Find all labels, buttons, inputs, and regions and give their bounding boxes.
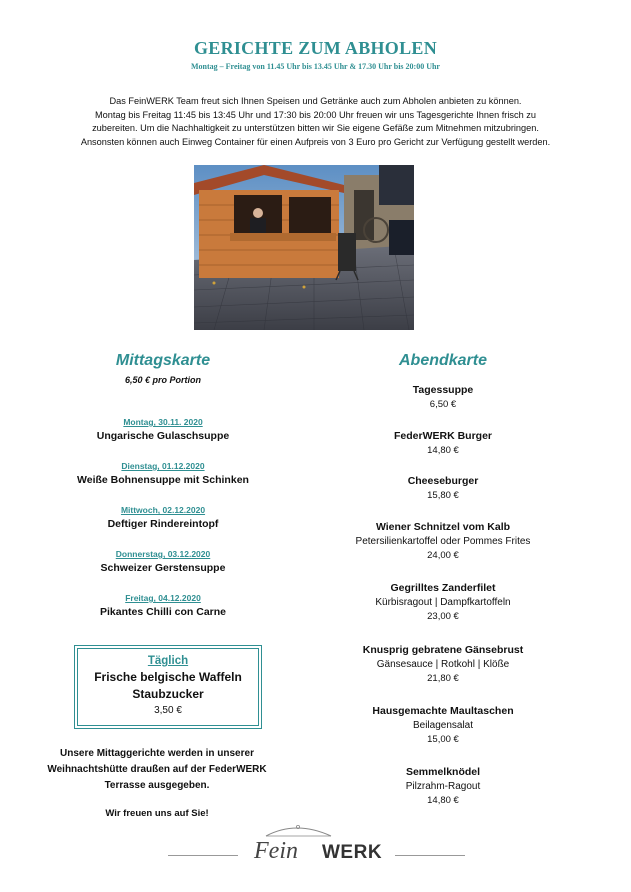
logo-bold-text: WERK — [322, 842, 383, 863]
dinner-item-price: 14,80 € — [427, 795, 459, 806]
dinner-item-price: 23,00 € — [427, 611, 459, 622]
dinner-item-desc: Pilzrahm-Ragout — [405, 781, 481, 792]
dinner-item — [318, 430, 568, 456]
dinner-item — [318, 521, 568, 561]
dinner-item — [318, 644, 568, 684]
footer-divider-right — [395, 855, 465, 856]
lunch-day — [38, 593, 288, 618]
dinner-item — [318, 766, 568, 806]
intro-text — [30, 95, 601, 149]
dinner-item — [318, 384, 568, 410]
lunch-day — [38, 461, 288, 486]
dinner-item — [318, 582, 568, 622]
daily-dish-line: Frische belgische Waffeln — [94, 670, 242, 684]
dinner-item-name: Gegrilltes Zanderfilet — [390, 582, 496, 594]
lunch-day-date: Donnerstag, 03.12.2020 — [115, 549, 211, 559]
dinner-item-name: Semmelknödel — [405, 766, 481, 778]
dinner-item — [318, 475, 568, 501]
footer-divider-left — [168, 855, 238, 856]
daily-special-box — [74, 645, 262, 729]
dinner-item-price: 14,80 € — [427, 445, 459, 456]
lunch-day-date: Dienstag, 01.12.2020 — [121, 461, 205, 471]
logo-script-text: Fein — [254, 838, 298, 864]
dinner-item-price: 24,00 € — [427, 550, 459, 561]
lunch-day-dish: Ungarische Gulaschsuppe — [96, 430, 230, 442]
page-title: GERICHTE ZUM ABHOLEN — [193, 38, 438, 58]
dinner-item-price: 15,00 € — [427, 734, 459, 745]
thanks-text: Wir freuen uns auf Sie! — [105, 808, 209, 819]
dinner-item-desc: Petersilienkartoffel oder Pommes Frites — [355, 536, 531, 547]
lunch-day — [38, 417, 288, 442]
intro-line: Ansonsten können auch Einweg Container für einen Aufpreis von 3 Euro pro Gericht zur Verfügung gestellt werden. — [80, 136, 551, 147]
dinner-item-desc: Beilagensalat — [412, 720, 474, 731]
lunch-day-date: Mittwoch, 02.12.2020 — [120, 505, 206, 515]
lunch-day-dish: Weiße Bohnensuppe mit Schinken — [77, 474, 249, 486]
lunch-day — [38, 505, 288, 530]
dinner-item-price: 15,80 € — [427, 490, 459, 501]
daily-special-inner — [77, 648, 259, 726]
daily-label: Täglich — [147, 655, 189, 667]
dinner-item — [318, 705, 568, 745]
daily-price: 3,50 € — [154, 705, 182, 716]
dinner-item-name: Knusprig gebratene Gänsebrust — [362, 644, 524, 656]
lunch-price-note: 6,50 € pro Portion — [124, 375, 202, 385]
lunch-day-dish: Schweizer Gerstensuppe — [100, 562, 226, 574]
lunch-day-date: Freitag, 04.12.2020 — [125, 593, 201, 603]
daily-dish — [78, 669, 258, 703]
lunch-day-date: Montag, 30.11. 2020 — [123, 417, 203, 427]
feinwerk-logo — [236, 822, 396, 870]
intro-line: zubereiten. Um die Nachhaltigkeit zu unterstützen bitten wir Sie eigene Gefäße zum Mitnehmen mitzubringen. — [92, 123, 539, 133]
dinner-item-name: FederWERK Burger — [393, 430, 492, 442]
dinner-item-desc: Kürbisragout | Dampfkartoffeln — [375, 597, 511, 608]
dinner-heading: Abendkarte — [398, 352, 488, 369]
dinner-item-name: Cheeseburger — [407, 475, 479, 487]
dinner-item-desc: Gänsesauce | Rotkohl | Klöße — [376, 659, 510, 670]
lunch-day-dish: Pikantes Chilli con Carne — [99, 606, 227, 618]
pickup-note-line: Terrasse ausgegeben. — [104, 780, 210, 791]
intro-line: Das FeinWERK Team freut sich Ihnen Speisen und Getränke auch zum Abholen anbieten zu können. — [109, 96, 522, 106]
opening-hours-subtitle: Montag – Freitag von 11.45 Uhr bis 13.45 Uhr & 17.30 Uhr bis 20:00 Uhr — [191, 62, 440, 71]
hut-illustration — [194, 165, 414, 330]
dinner-item-name: Tagessuppe — [412, 384, 474, 396]
christmas-hut-photo — [194, 165, 414, 330]
dinner-item-price: 6,50 € — [429, 399, 457, 410]
dinner-item-name: Wiener Schnitzel vom Kalb — [375, 521, 511, 533]
lunch-day-dish: Deftiger Rindereintopf — [107, 518, 219, 530]
dinner-item-price: 21,80 € — [427, 673, 459, 684]
lunch-heading: Mittagskarte — [115, 352, 211, 369]
dinner-item-name: Hausgemachte Maultaschen — [372, 705, 514, 717]
intro-line: Montag bis Freitag 11:45 bis 13:45 Uhr und 17:30 bis 20:00 Uhr freuen wir uns Tagesgerichte Ihnen frisch zu — [95, 109, 536, 120]
pickup-note-line: Weihnachtshütte draußen auf der FederWERK — [47, 764, 267, 775]
daily-dish-line: Staubzucker — [132, 687, 204, 701]
pickup-note — [32, 746, 282, 794]
lunch-day — [38, 549, 288, 574]
pickup-note-line: Unsere Mittaggerichte werden in unserer — [60, 748, 254, 759]
